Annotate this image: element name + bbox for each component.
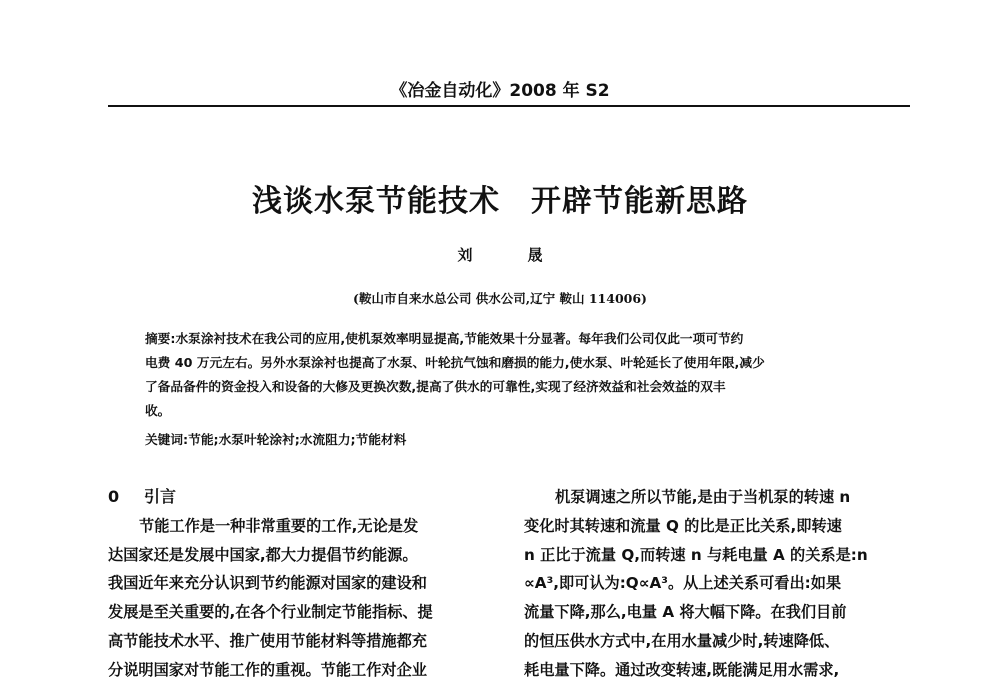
body-line: 流量下降,那么,电量 A 将大幅下降。在我们目前 — [524, 603, 847, 622]
keywords-label: 关键词: — [145, 432, 189, 447]
author: 刘 晟 — [457, 246, 563, 264]
abstract-line: 收。 — [145, 403, 171, 418]
keywords-text: 节能;水泵叶轮涂衬;水流阻力;节能材料 — [188, 432, 407, 447]
abstract-line: 电费 40 万元左右。另外水泵涂衬也提高了水泵、叶轮抗气蚀和磨损的能力,使水泵、叶轮延长了使用年限,减少 — [145, 355, 765, 370]
abstract-line — [145, 327, 878, 351]
affiliation: (鞍山市自来水总公司 供水公司,辽宁 鞍山 114006) — [353, 291, 647, 306]
body-line: 的恒压供水方式中,在用水量减少时,转速降低、 — [524, 631, 840, 650]
body-line: 达国家还是发展中国家,都大力提倡节约能源。 — [108, 545, 418, 564]
left-column — [108, 483, 494, 685]
running-head: 《冶金自动化》2008 年 S2 — [390, 81, 610, 101]
body-line: 高节能技术水平、推广使用节能材料等措施都充 — [108, 631, 427, 650]
body-line: 变化时其转速和流量 Q 的比是正比关系,即转速 — [524, 516, 842, 535]
body-line: 分说明国家对节能工作的重视。节能工作对企业 — [108, 660, 427, 679]
body-line: n 正比于流量 Q,而转速 n 与耗电量 A 的关系是:n — [524, 545, 868, 564]
body-line: 我国近年来充分认识到节约能源对国家的建设和 — [108, 574, 427, 593]
body-line: 发展是至关重要的,在各个行业制定节能指标、提 — [108, 603, 433, 622]
body-line: 节能工作是一种非常重要的工作,无论是发 — [139, 516, 419, 535]
paper-title: 浅谈水泵节能技术 开辟节能新思路 — [252, 184, 748, 219]
abstract-text: 水泵涂衬技术在我公司的应用,使机泵效率明显提高,节能效果十分显著。每年我们公司仅此一项可节约 — [175, 331, 744, 346]
abstract — [145, 327, 878, 423]
section-heading — [108, 483, 494, 512]
body-line: 耗电量下降。通过改变转速,既能满足用水需求, — [524, 660, 840, 679]
section-number: 0 — [108, 487, 120, 506]
keywords — [145, 428, 878, 452]
right-column — [524, 483, 910, 685]
header-rule — [108, 105, 910, 107]
body-line: ∝A³,即可认为:Q∝A³。从上述关系可看出:如果 — [524, 574, 842, 593]
abstract-label: 摘要: — [145, 331, 176, 346]
abstract-line: 了备品备件的资金投入和设备的大修及更换次数,提高了供水的可靠性,实现了经济效益和社会效益的双丰 — [145, 379, 726, 394]
section-title: 引言 — [144, 487, 177, 506]
body-line: 机泵调速之所以节能,是由于当机泵的转速 n — [555, 488, 851, 506]
